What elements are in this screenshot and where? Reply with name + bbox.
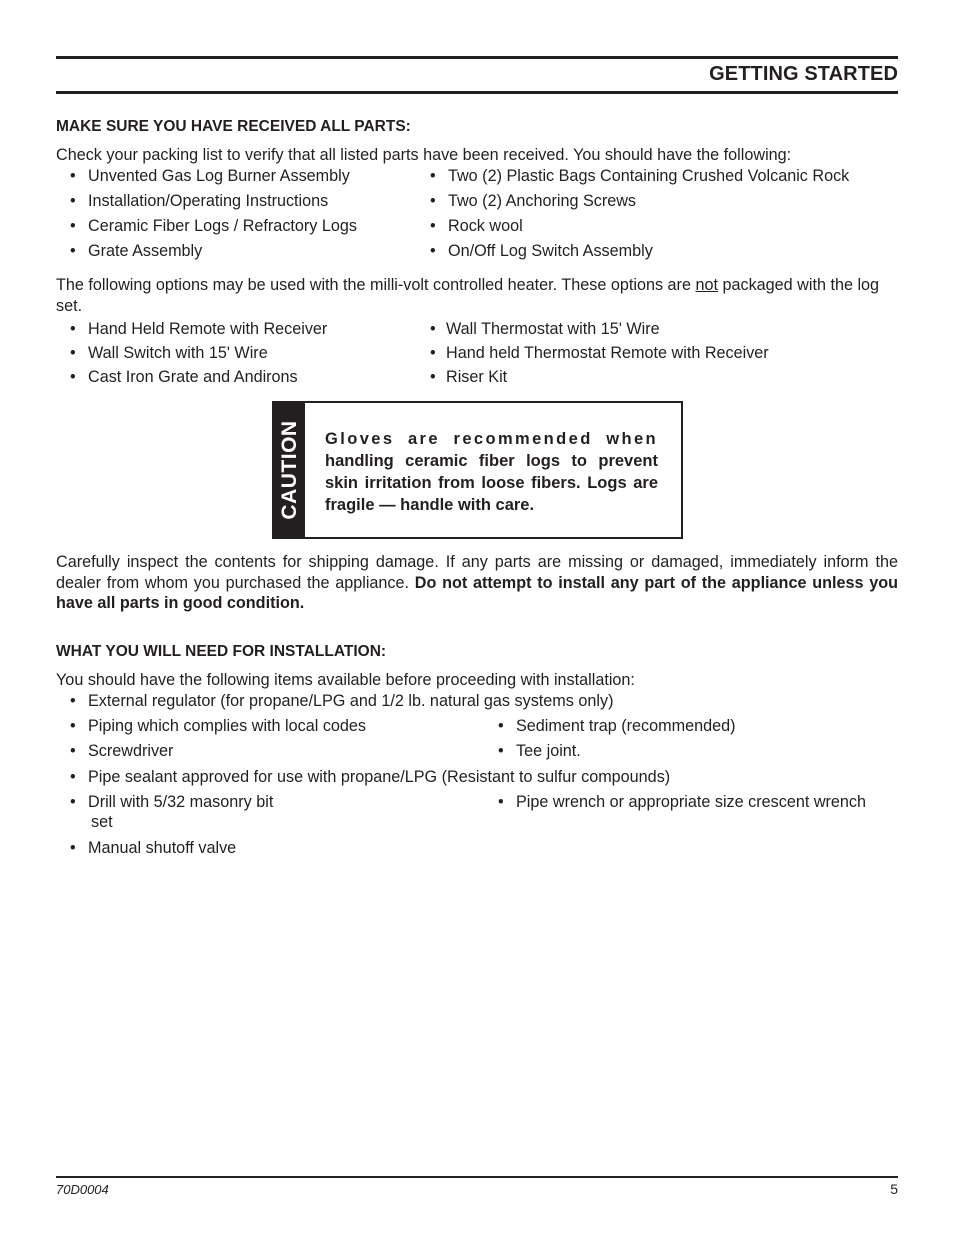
list-item: • Unvented Gas Log Burner Assembly: [70, 167, 350, 185]
list-item: • Two (2) Anchoring Screws: [430, 192, 637, 210]
caution-band: [274, 403, 305, 537]
list-item: • Piping which complies with local codes: [70, 717, 367, 735]
section-title: GETTING STARTED: [709, 63, 898, 85]
list-item: • External regulator (for propane/LPG and 1/2 lb. natural gas systems only): [70, 692, 614, 710]
list-item: • Hand held Thermostat Remote with Receiver: [430, 344, 769, 362]
list-item: • Sediment trap (recommended): [498, 717, 736, 735]
list-item: • Drill with 5/32 masonry bit: [70, 793, 274, 811]
list-item-continuation: set: [91, 813, 113, 831]
list-item: • Two (2) Plastic Bags Containing Crushed Volcanic Rock: [430, 167, 850, 185]
options-intro: The following options may be used with the milli-volt controlled heater. These options are not packaged with the log set.: [56, 276, 880, 315]
top-rule: [56, 56, 898, 59]
list-item: • Ceramic Fiber Logs / Refractory Logs: [70, 217, 357, 235]
list-item: • Hand Held Remote with Receiver: [70, 320, 328, 338]
list-item: • Cast Iron Grate and Andirons: [70, 368, 298, 386]
parts-intro: Check your packing list to verify that all listed parts have been received. You should have the following:: [56, 146, 792, 164]
list-item: • On/Off Log Switch Assembly: [430, 242, 653, 260]
header-rule: [56, 91, 898, 94]
list-item: • Tee joint.: [498, 742, 581, 760]
caution-text: Gloves are recommended when handling ceramic fiber logs to prevent skin irritation from loose fibers. Logs are fragile — handle with care.: [325, 430, 658, 514]
list-item: • Pipe sealant approved for use with propane/LPG (Resistant to sulfur compounds): [70, 768, 671, 786]
list-item: • Manual shutoff valve: [70, 839, 237, 857]
list-item: • Grate Assembly: [70, 242, 203, 260]
caution-box: [272, 401, 683, 539]
page-number: 5: [890, 1181, 898, 1197]
document-code: 70D0004: [56, 1182, 109, 1197]
caution-label: CAUTION: [277, 420, 301, 520]
list-item: • Wall Thermostat with 15' Wire: [430, 320, 660, 338]
list-item: • Pipe wrench or appropriate size crescent wrench: [498, 793, 866, 811]
list-item: • Riser Kit: [430, 368, 508, 386]
parts-heading: MAKE SURE YOU HAVE RECEIVED ALL PARTS:: [56, 118, 411, 135]
inspect-paragraph: Carefully inspect the contents for shipping damage. If any parts are missing or damaged, immediately inform the dealer from whom you purchased the appliance. Do not attempt to install any part of the appliance unless you have all parts in good condition.: [56, 553, 899, 612]
list-item: • Wall Switch with 15' Wire: [70, 344, 268, 362]
install-heading: WHAT YOU WILL NEED FOR INSTALLATION:: [56, 643, 387, 660]
list-item: • Installation/Operating Instructions: [70, 192, 329, 210]
install-intro: You should have the following items available before proceeding with installation:: [56, 671, 635, 689]
footer-rule: [56, 1176, 898, 1178]
list-item: • Rock wool: [430, 217, 523, 235]
list-item: • Screwdriver: [70, 742, 174, 760]
